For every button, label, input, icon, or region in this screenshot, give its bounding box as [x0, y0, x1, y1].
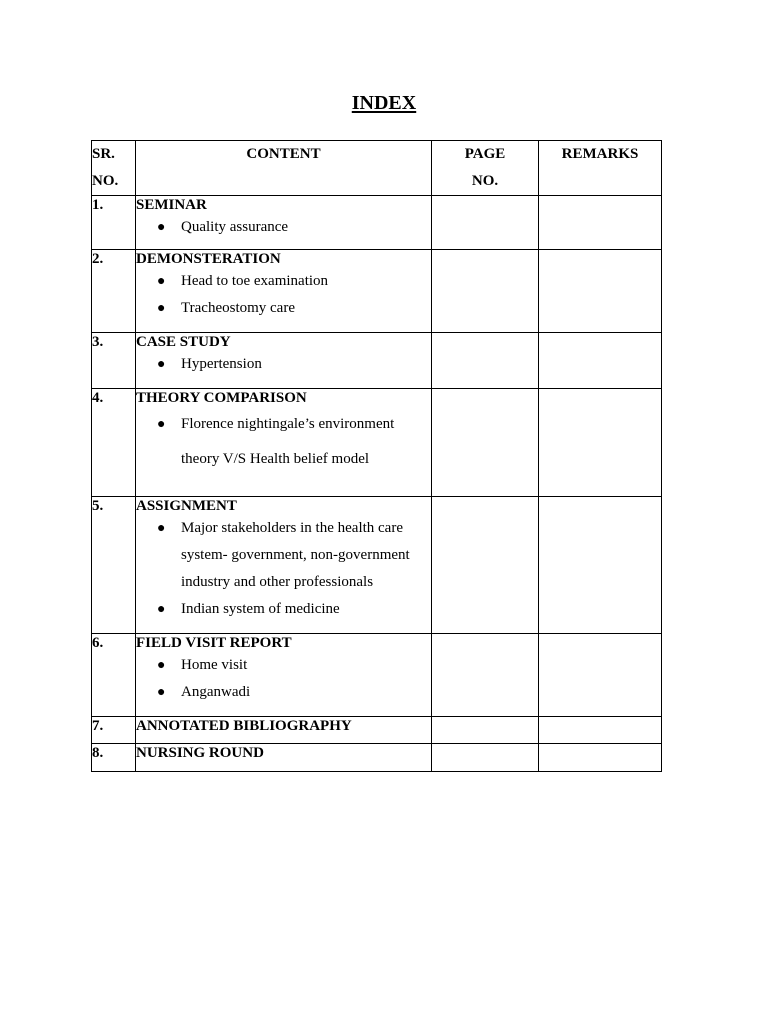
- table-row: [92, 250, 662, 333]
- list-item: [136, 214, 431, 241]
- sr-no-cell: 4.: [92, 389, 136, 497]
- list-item-text: Quality assurance: [181, 219, 289, 235]
- list-item-text: Indian system of medicine: [181, 601, 340, 617]
- content-cell: [136, 717, 432, 744]
- remarks-cell: [539, 196, 662, 250]
- remarks-cell: [539, 333, 662, 389]
- list-item-text: Hypertension: [181, 356, 262, 372]
- bullet-icon: ●: [157, 274, 166, 289]
- page-no-cell: [432, 744, 539, 772]
- sr-no-cell: 7.: [92, 717, 136, 744]
- list-item: [136, 515, 431, 596]
- content-cell: [136, 497, 432, 634]
- content-cell: [136, 634, 432, 717]
- list-item-text: Major stakeholders in the health care system- government, non-government industry and other professionals: [181, 520, 410, 590]
- page-no-cell: [432, 333, 539, 389]
- list-item-text: Head to toe examination: [181, 273, 329, 289]
- bullet-icon: ●: [157, 658, 166, 673]
- section-title: SEMINAR: [136, 197, 207, 213]
- section-title: NURSING ROUND: [136, 745, 264, 761]
- bullet-list: [136, 268, 431, 322]
- bullet-icon: ●: [157, 685, 166, 700]
- list-item: [136, 407, 431, 477]
- sr-no-cell: 6.: [92, 634, 136, 717]
- list-item: [136, 679, 431, 706]
- header-sr-line1: SR.: [92, 146, 115, 162]
- header-row: [92, 141, 662, 196]
- header-page-line1: PAGE: [464, 146, 506, 162]
- bullet-icon: ●: [157, 301, 166, 316]
- list-item: [136, 268, 431, 295]
- index-table: [91, 140, 662, 772]
- sr-no-cell: 3.: [92, 333, 136, 389]
- bullet-icon: ●: [157, 357, 166, 372]
- remarks-cell: [539, 744, 662, 772]
- bullet-list: [136, 515, 431, 623]
- list-item: [136, 351, 431, 378]
- list-item: [136, 652, 431, 679]
- header-page-no: [432, 141, 539, 196]
- page-no-cell: [432, 717, 539, 744]
- bullet-list: [136, 652, 431, 706]
- list-item: [136, 295, 431, 322]
- page-no-cell: [432, 497, 539, 634]
- sr-no-cell: 8.: [92, 744, 136, 772]
- remarks-cell: [539, 389, 662, 497]
- bullet-list: [136, 214, 431, 241]
- section-title: ANNOTATED BIBLIOGRAPHY: [136, 718, 352, 734]
- table-row: [92, 634, 662, 717]
- list-item-text: Florence nightingale’s environment theory V/S Health belief model: [181, 416, 395, 467]
- bullet-icon: ●: [157, 417, 166, 432]
- table-row: [92, 333, 662, 389]
- bullet-icon: ●: [157, 602, 166, 617]
- bullet-icon: ●: [157, 521, 166, 536]
- table-row: [92, 717, 662, 744]
- table-row: [92, 389, 662, 497]
- content-cell: [136, 333, 432, 389]
- section-title: CASE STUDY: [136, 334, 231, 350]
- header-page-line2: NO.: [471, 173, 499, 189]
- section-title: ASSIGNMENT: [136, 498, 237, 514]
- section-title: FIELD VISIT REPORT: [136, 635, 292, 651]
- table-row: [92, 196, 662, 250]
- list-item: [136, 596, 431, 623]
- table-row: [92, 497, 662, 634]
- page-title: INDEX: [351, 92, 417, 114]
- remarks-cell: [539, 717, 662, 744]
- remarks-cell: [539, 634, 662, 717]
- page-no-cell: [432, 196, 539, 250]
- sr-no-cell: 2.: [92, 250, 136, 333]
- content-cell: [136, 389, 432, 497]
- list-item-text: Anganwadi: [181, 684, 251, 700]
- page-no-cell: [432, 389, 539, 497]
- page-no-cell: [432, 634, 539, 717]
- bullet-list: [136, 407, 431, 477]
- header-remarks: REMARKS: [539, 141, 662, 196]
- list-item-text: Home visit: [181, 657, 248, 673]
- header-sr-no: [92, 141, 136, 196]
- remarks-cell: [539, 497, 662, 634]
- content-cell: [136, 744, 432, 772]
- section-title: THEORY COMPARISON: [136, 390, 307, 406]
- header-content: CONTENT: [136, 141, 432, 196]
- page-no-cell: [432, 250, 539, 333]
- bullet-list: [136, 351, 431, 378]
- header-sr-line2: NO.: [92, 173, 119, 189]
- sr-no-cell: 5.: [92, 497, 136, 634]
- bullet-icon: ●: [157, 220, 166, 235]
- section-title: DEMONSTERATION: [136, 251, 281, 267]
- content-cell: [136, 250, 432, 333]
- content-cell: [136, 196, 432, 250]
- table-row: [92, 744, 662, 772]
- list-item-text: Tracheostomy care: [181, 300, 295, 316]
- remarks-cell: [539, 250, 662, 333]
- sr-no-cell: 1.: [92, 196, 136, 250]
